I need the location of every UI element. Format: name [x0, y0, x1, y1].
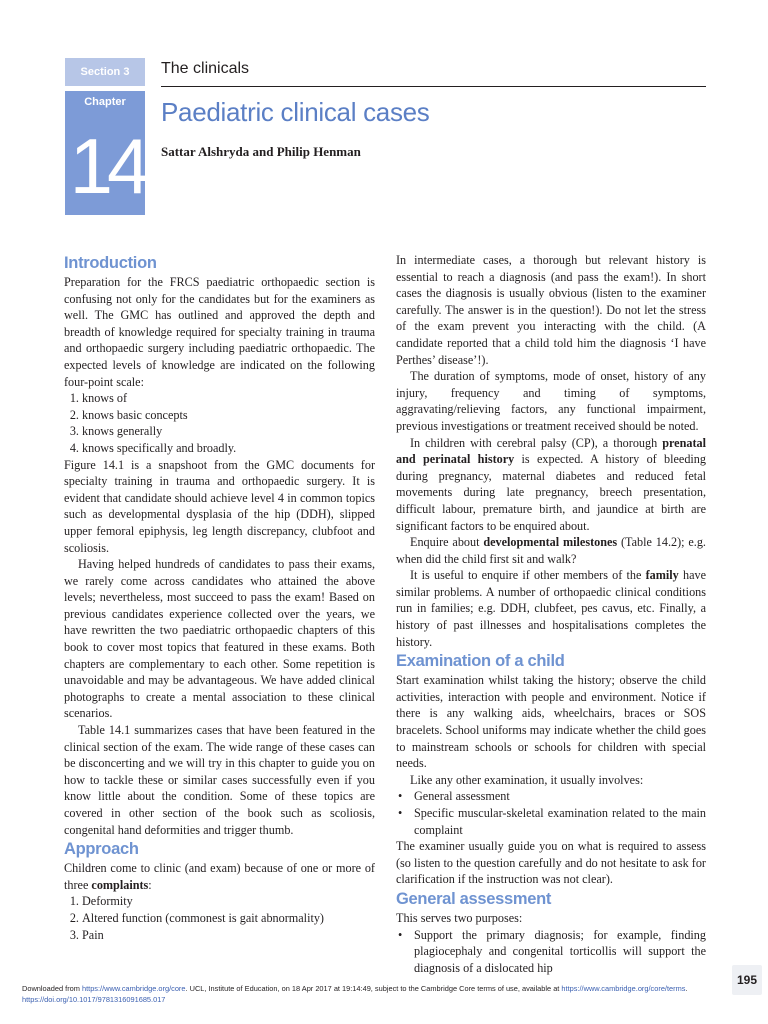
list-item: • General assessment — [414, 788, 706, 805]
header-rule — [161, 86, 706, 87]
section-badge — [65, 58, 145, 86]
list-item: 2. Altered function (commonest is gait abnormality) — [82, 910, 375, 927]
general-assessment-heading: General assessment — [396, 889, 552, 908]
chapter-badge — [65, 91, 145, 215]
examination-paragraph-2: Like any other examination, it usually involves: — [410, 772, 644, 787]
chapter-label: Chapter — [84, 96, 126, 108]
doi-link[interactable]: https://doi.org/10.1017/9781316091685.017 — [22, 995, 166, 1004]
complaints-list — [64, 893, 375, 943]
chapter-number: 14 — [69, 122, 145, 210]
list-item: 3. knows generally — [82, 423, 375, 440]
examination-paragraph-3: The examiner usually guide you on what is required to assess (so listen to the question carefully and do not hesitate to ask for clarification if the instruction was not clear). — [396, 839, 706, 887]
page-number: 195 — [732, 965, 762, 995]
history-paragraph-2: The duration of symptoms, mode of onset, history of any injury, frequency and timing of symptoms, aggravating/relieving factors, any functional impairment, previous investigations or treatment received should be noted. — [396, 369, 706, 433]
terms-link[interactable]: https://www.cambridge.org/core/terms — [561, 984, 686, 993]
list-item: 1. knows of — [82, 390, 375, 407]
right-column — [396, 252, 706, 976]
bold-term: developmental milestones — [483, 535, 618, 550]
footer-line-2 — [22, 994, 762, 1005]
approach-paragraph: Children come to clinic (and exam) because of one or more of three complaints: — [64, 861, 375, 892]
examination-list — [396, 788, 706, 838]
general-assessment-paragraph: This serves two purposes: — [396, 910, 523, 925]
bold-term: complaints — [91, 877, 149, 892]
list-item: 1. Deformity — [82, 893, 375, 910]
introduction-heading: Introduction — [64, 254, 157, 272]
history-paragraph-1: In intermediate cases, a thorough but relevant history is essential to reach a diagnosis (and pass the exam!). In short cases the diagnosis is usually obvious (listen to the examiner carefully. The answer is in the question!). Do not let the stress of the exam prevent you interacting with the child. (A candidate reported that a child told him the diagnosis ‘I have Perthes’ disease’!). — [396, 253, 706, 367]
footer-line-1: Downloaded from https://www.cambridge.org/core. UCL, Institute of Education, on 18 Apr 2017 at 19:14:49, subject to the Cambridge Core terms of use, available at https://www.cambridge.org/core/terms. — [22, 984, 688, 993]
list-item: 3. Pain — [82, 927, 375, 944]
history-paragraph-3: In children with cerebral palsy (CP), a thorough prenatal and perinatal history is expected. A history of bleeding during pregnancy, maternal diabetes and reduced fetal movements during late pregnancy, breech presentation, difficult labour, premature birth, and jaundice at birth are significant factors to be enquired about. — [396, 435, 706, 533]
intro-paragraph-4: Table 14.1 summarizes cases that have been featured in the clinical section of the exam. The wide range of these cases can be disconcerting and we will try in this chapter to guide you on how to tackle these or similar cases successfully even if you know little about the condition. Some of these topics are covered in other section of the book such as scoliosis, congenital hand deformities and trigger thumb. — [64, 723, 375, 837]
bold-term: family — [645, 568, 679, 583]
history-paragraph-5: It is useful to enquire if other members of the family have similar problems. A number of orthopaedic clinical conditions run in families; e.g. DDH, clubfeet, pes cavus, etc. Finally, a history of past illnesses and hospitalisations completes the history. — [396, 568, 706, 649]
chapter-authors: Sattar Alshryda and Philip Henman — [161, 144, 361, 159]
list-item: • Specific muscular-skeletal examination related to the main complaint — [414, 805, 706, 838]
download-footer — [22, 983, 762, 1005]
intro-paragraph-1: Preparation for the FRCS paediatric orthopaedic section is confusing not only for the candidates but for the examiners as well. The GMC has outlined and approved the depth and breadth of knowledge required for specialty training in trauma and orthopaedic surgery including paediatric orthopaedic. The expected levels of knowledge are indicated on the following four-point scale: — [64, 275, 375, 389]
knowledge-levels-list — [64, 390, 375, 456]
list-item: • Support the primary diagnosis; for example, finding plagiocephaly and congenital torticollis will support the diagnosis of a dislocated hip — [414, 927, 706, 977]
section-label: Section 3 — [80, 66, 130, 78]
list-item: 2. knows basic concepts — [82, 407, 375, 424]
core-link[interactable]: https://www.cambridge.org/core — [81, 984, 186, 993]
general-assessment-list — [396, 927, 706, 977]
examination-heading: Examination of a child — [396, 652, 565, 671]
left-column — [64, 252, 375, 943]
bold-term: prenatal and perinatal history — [396, 435, 706, 467]
list-item: 4. knows specifically and broadly. — [82, 440, 375, 457]
intro-paragraph-3: Having helped hundreds of candidates to pass their exams, we rarely come across candidates who attained the above levels; nevertheless, most succeed to pass the exam! Based on previous candidates experience collected over the years, we have rewritten the two paediatric orthopaedic chapters of this book to cover most topics that featured in these exams. Both chapters are complementary to each other. Some repetition is unavoidable and may be advantageous. We have added clinical photographs to create a mental association to these clinical scenarios. — [64, 557, 375, 721]
approach-heading: Approach — [64, 840, 139, 859]
section-title: The clinicals — [161, 60, 250, 77]
chapter-title: Paediatric clinical cases — [161, 97, 430, 127]
history-paragraph-4: Enquire about developmental milestones (Table 14.2); e.g. when did the child first sit and walk? — [396, 535, 706, 566]
intro-paragraph-2: Figure 14.1 is a snapshoot from the GMC documents for specialty training in trauma and orthopaedic surgery. It is evident that candidate should achieve level 4 in common topics such as developmental dysplasia of the hip (DDH), slipped upper femoral epiphysis, leg length discrepancy, clubfoot and scoliosis. — [64, 457, 375, 555]
examination-paragraph-1: Start examination whilst taking the history; observe the child activities, interaction with people and environment. Notice if there is any walking aids, wheelchairs, braces or SOS bracelets. School uniforms may indicate whether the child goes to mainstream schools or schools for children with special needs. — [396, 673, 706, 771]
